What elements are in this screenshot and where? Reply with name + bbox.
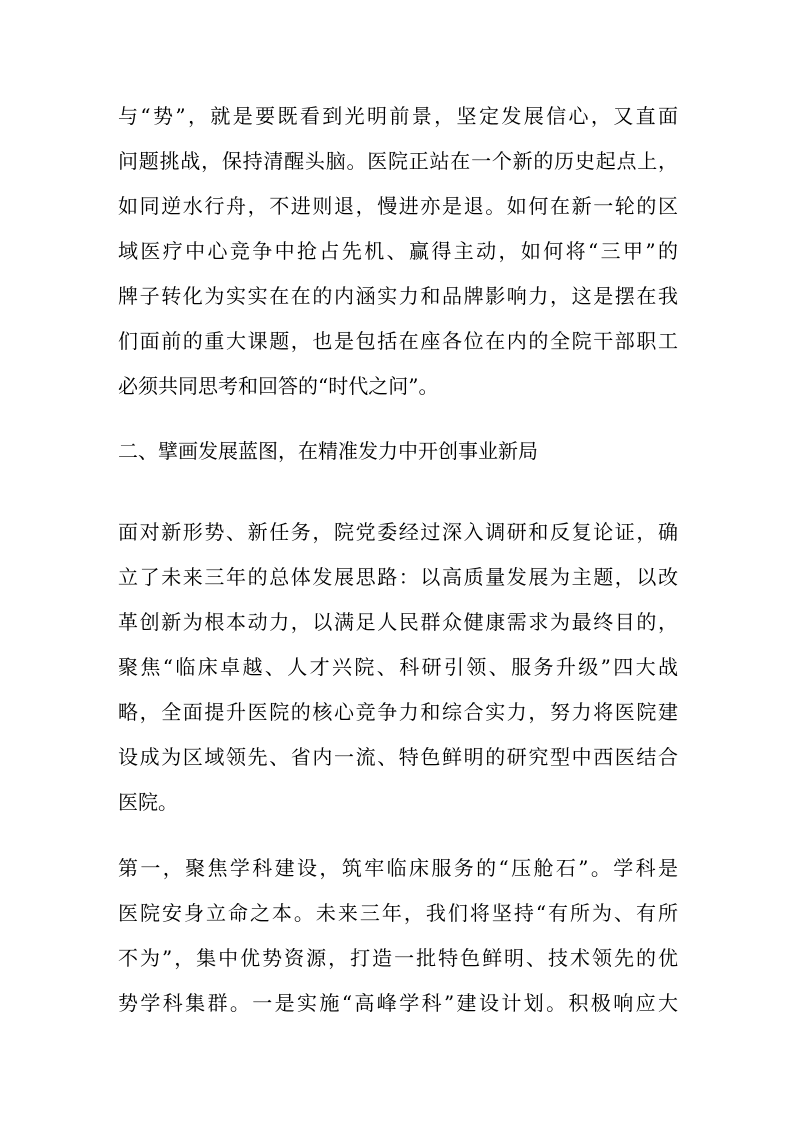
text-line: 略，全面提升医院的核心竞争力和综合实力，努力将医院建 (118, 700, 678, 724)
text-line: 问题挑战，保持清醒头脑。医院正站在一个新的历史起点上， (118, 149, 678, 173)
text-line: 面对新形势、新任务，院党委经过深入调研和反复论证，确 (118, 520, 678, 544)
text-line: 与“势”，就是要既看到光明前景，坚定发展信心，又直面 (118, 104, 678, 128)
text-line: 聚焦“临床卓越、人才兴院、科研引领、服务升级”四大战 (118, 655, 678, 679)
text-line: 医院安身立命之本。未来三年，我们将坚持“有所为、有所 (118, 901, 678, 925)
section-heading: 二、擘画发展蓝图，在精准发力中开创事业新局 (118, 439, 538, 463)
text-line: 必须共同思考和回答的“时代之问”。 (118, 374, 439, 398)
text-line: 牌子转化为实实在在的内涵实力和品牌影响力，这是摆在我 (118, 284, 678, 308)
text-line: 们面前的重大课题，也是包括在座各位在内的全院干部职工 (118, 329, 678, 353)
text-line: 如同逆水行舟，不进则退，慢进亦是退。如何在新一轮的区 (118, 194, 678, 218)
text-line: 第一，聚焦学科建设，筑牢临床服务的“压舱石”。学科是 (118, 856, 678, 880)
text-line: 不为”，集中优势资源，打造一批特色鲜明、技术领先的优 (118, 946, 678, 970)
text-line: 域医疗中心竞争中抢占先机、赢得主动，如何将“三甲”的 (118, 239, 678, 263)
text-line: 势学科集群。一是实施“高峰学科”建设计划。积极响应大 (118, 991, 678, 1015)
text-line: 设成为区域领先、省内一流、特色鲜明的研究型中西医结合 (118, 745, 678, 769)
text-line: 医院。 (118, 790, 178, 814)
text-line: 革创新为根本动力，以满足人民群众健康需求为最终目的， (118, 610, 678, 634)
text-line: 立了未来三年的总体发展思路：以高质量发展为主题，以改 (118, 565, 678, 589)
